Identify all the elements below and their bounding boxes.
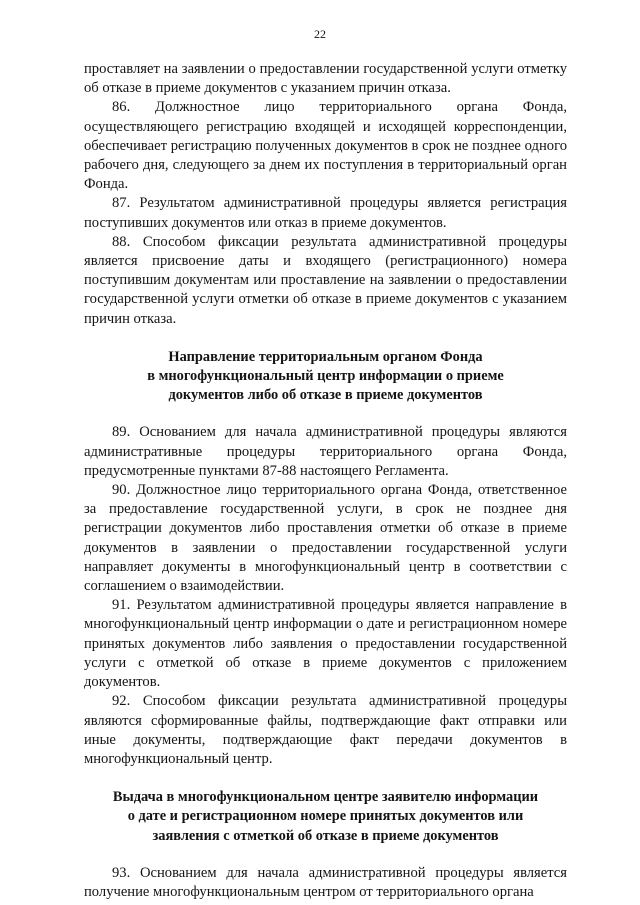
heading-line: Выдача в многофункциональном центре заявителю информации <box>112 789 539 806</box>
heading-line: документов либо об отказе в приеме документов <box>168 387 483 404</box>
paragraph-90: 90. Должностное лицо территориального органа Фонда, ответственное за предоставление государственной услуги, в срок не позднее дня регистрации документов либо проставления отметки об отказе в приеме документов в заявлении о предоставлении государственной услуги направляет документы в многофункциональный центр в соответствии с соглашением о взаимодействии. <box>84 482 567 595</box>
heading-line: заявления с отметкой об отказе в приеме документов <box>152 827 499 844</box>
paragraph-intro-continuation: проставляет на заявлении о предоставлении государственной услуги отметку об отказе в приеме документов с указанием причин отказа. <box>84 61 567 97</box>
paragraph-89: 89. Основанием для начала административной процедуры являются административные процедуры территориального органа Фонда, предусмотренные пунктами 87-88 настоящего Регламента. <box>84 424 567 479</box>
paragraph-91: 91. Результатом административной процедуры является направление в многофункциональный центр информации о дате и регистрационном номере принятых документов либо заявления о предоставлении государственной услуги с отметкой об отказе в приеме документов с приложением документов. <box>84 597 567 691</box>
paragraph-92: 92. Способом фиксации результата административной процедуры являются сформированные файлы, подтверждающие факт отправки или иные документы, подтверждающие факт передачи документов в многофункциональный центр. <box>84 693 567 767</box>
section-heading-mfc-notification <box>84 348 567 406</box>
heading-line: о дате и регистрационном номере принятых документов или <box>127 808 524 825</box>
paragraph-88: 88. Способом фиксации результата административной процедуры является присвоение даты и входящего (регистрационного) номера поступившим документам или проставление на заявлении о предоставлении государственной услуги отметки об отказе в приеме документов с указанием причин отказа. <box>84 233 567 327</box>
paragraph-93: 93. Основанием для начала административной процедуры является получение многофункциональным центром от территориального органа <box>84 864 567 900</box>
heading-line: Направление территориальным органом Фонда <box>168 348 483 365</box>
paragraph-87: 87. Результатом административной процедуры является регистрация поступивших документов или отказ в приеме документов. <box>84 195 567 231</box>
page-number: 22 <box>314 27 326 41</box>
section-heading-mfc-issuance <box>84 788 567 846</box>
paragraph-86: 86. Должностное лицо территориального органа Фонда, осуществляющего регистрацию входящей и исходящей корреспонденции, обеспечивает регистрацию полученных документов в срок не позднее одного рабочего дня, следующего за днем их поступления в территориальный орган Фонда. <box>84 99 567 193</box>
document-body <box>84 60 567 902</box>
heading-line: в многофункциональный центр информации о приеме <box>147 368 504 385</box>
